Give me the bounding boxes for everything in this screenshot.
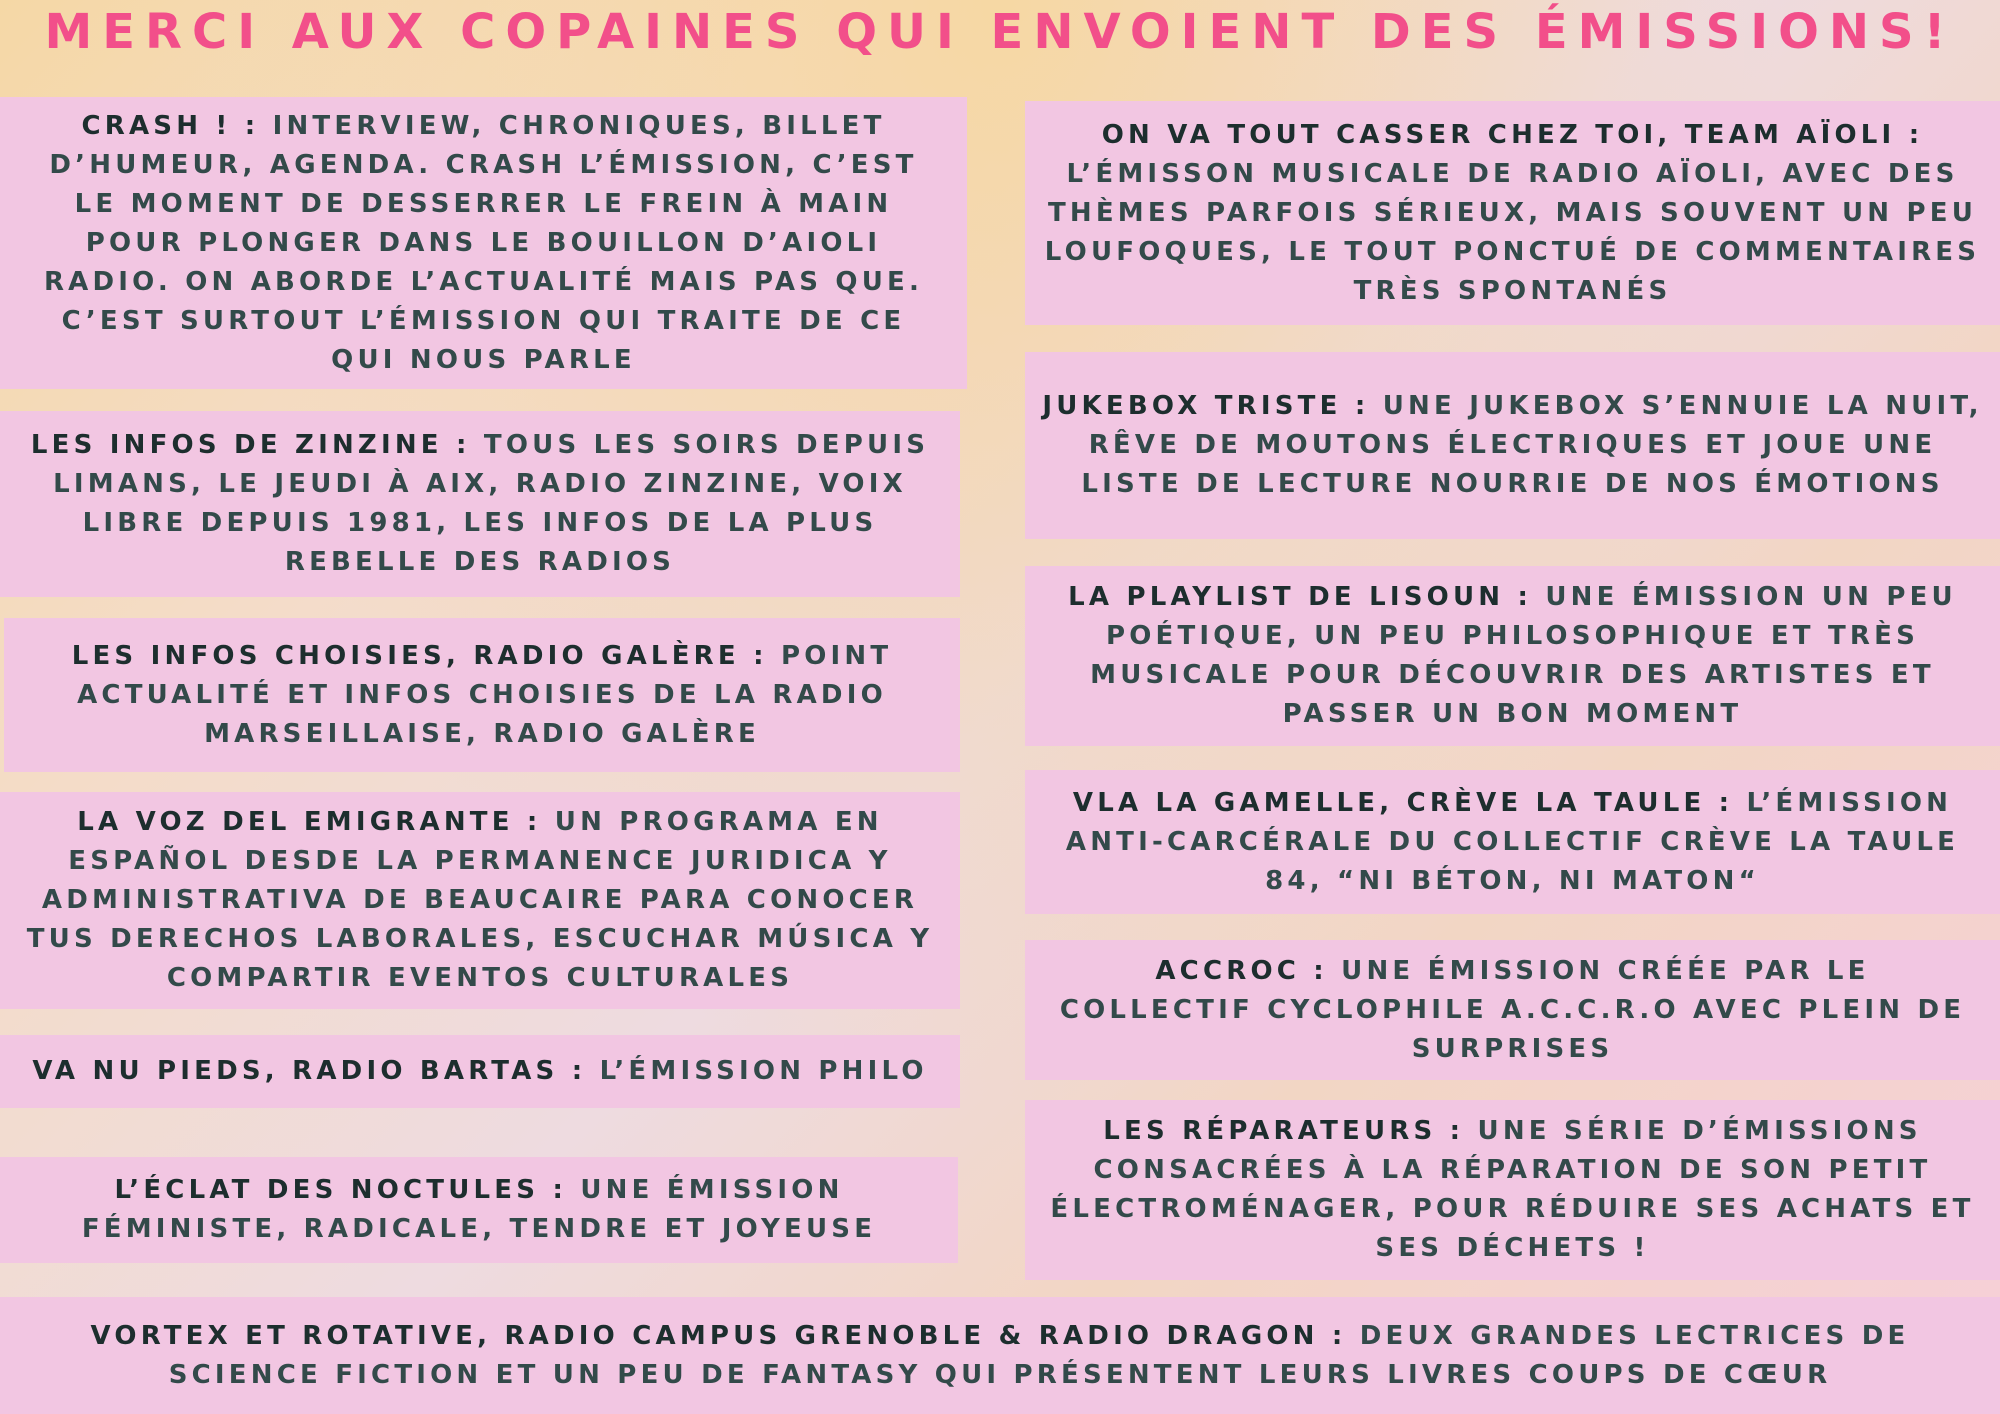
show-description: UNE ÉMISSION FÉMINISTE, RADICALE, TENDRE ET JOYEUSE	[81, 1175, 877, 1244]
show-card-crash	[0, 97, 967, 389]
show-text	[6, 803, 954, 998]
show-text	[1035, 784, 1990, 901]
show-description: UNE ÉMISSION UN PEU POÉTIQUE, UN PEU PHILOSOPHIQUE ET TRÈS MUSICALE POUR DÉCOUVRIR DES ARTISTES ET PASSER UN BON MOMENT	[1090, 582, 1957, 729]
separator: :	[442, 430, 484, 460]
page-title: MERCI AUX COPAINES QUI ENVOIENT DES ÉMISSIONS!	[44, 4, 1956, 60]
show-card-infos-zinzine	[0, 411, 960, 597]
show-name: LES INFOS CHOISIES, RADIO GALÈRE	[71, 640, 740, 671]
show-description: L’ÉMISSION ANTI-CARCÉRALE DU COLLECTIF CRÈVE LA TAULE 84, “NI BÉTON, NI MATON“	[1065, 787, 1960, 896]
separator: :	[539, 1175, 581, 1205]
separator: :	[1341, 391, 1383, 421]
show-name: JUKEBOX TRISTE	[1042, 391, 1342, 421]
show-card-vortex-et-rotative	[0, 1297, 2000, 1414]
show-name: LA VOZ DEL EMIGRANTE	[77, 807, 514, 837]
show-name: LA PLAYLIST DE LISOUN	[1068, 582, 1505, 612]
show-card-vla-la-gamelle	[1025, 770, 2000, 914]
show-description: UN PROGRAMA EN ESPAÑOL DESDE LA PERMANENCE JURIDICA Y ADMINISTRATIVA DE BEAUCAIRE PARA CONOCER TUS DERECHOS LABORALES, ESCUCHAR MÚSICA Y COMPARTIR EVENTOS CULTURALES	[26, 807, 934, 993]
show-name: VA NU PIEDS, RADIO BARTAS	[32, 1056, 559, 1086]
separator: :	[1300, 955, 1342, 986]
show-name: ACCROC	[1155, 955, 1301, 986]
show-description: INTERVIEW, CHRONIQUES, BILLET D’HUMEUR, AGENDA. CRASH L’ÉMISSION, C’EST LE MOMENT DE DESSERRER LE FREIN À MAIN POUR PLONGER DANS LE BOUILLON D’AIOLI RADIO. ON ABORDE L’ACTUALITÉ MAIS PAS QUE. C’EST SURTOUT L’ÉMISSION QUI TRAITE DE CE QUI NOUS PARLE	[43, 110, 924, 375]
show-card-jukebox-triste	[1025, 352, 2000, 539]
show-description: POINT ACTUALITÉ ET INFOS CHOISIES DE LA RADIO MARSEILLAISE, RADIO GALÈRE	[77, 640, 893, 749]
show-text	[1055, 952, 1970, 1069]
show-name: L’ÉCLAT DES NOCTULES	[114, 1175, 540, 1205]
show-description: TOUS LES SOIRS DEPUIS LIMANS, LE JEUDI À AIX, RADIO ZINZINE, VOIX LIBRE DEPUIS 1981, LES INFOS DE LA PLUS REBELLE DES RADIOS	[53, 430, 930, 577]
show-card-eclat-des-noctules	[0, 1157, 958, 1263]
show-text	[44, 637, 920, 754]
show-text	[1045, 578, 1980, 734]
show-text	[32, 1052, 927, 1091]
separator: :	[1318, 1320, 1360, 1351]
show-text	[1035, 1112, 1990, 1268]
show-name: ON VA TOUT CASSER CHEZ TOI, TEAM AÏOLI	[1101, 119, 1896, 150]
separator: :	[558, 1056, 600, 1086]
separator: :	[513, 807, 555, 837]
show-description: DEUX GRANDES LECTRICES DE SCIENCE FICTION ET UN PEU DE FANTASY QUI PRÉSENTENT LEURS LIVRES COUPS DE CŒUR	[168, 1320, 1910, 1390]
show-card-reparateurs	[1025, 1100, 2000, 1280]
show-text	[1035, 116, 1990, 311]
show-description: L’ÉMISSION PHILO	[599, 1056, 928, 1086]
show-name: VLA LA GAMELLE, CRÈVE LA TAULE	[1072, 787, 1706, 818]
show-name: VORTEX ET ROTATIVE, RADIO CAMPUS GRENOBLE & RADIO DRAGON	[90, 1320, 1319, 1351]
separator: :	[1436, 1116, 1478, 1146]
show-text	[6, 426, 954, 582]
show-card-infos-choisies	[4, 618, 960, 772]
separator: :	[1705, 787, 1747, 818]
separator: :	[1895, 119, 1924, 150]
show-name: LES RÉPARATEURS	[1103, 1116, 1437, 1146]
separator: :	[739, 640, 781, 671]
show-text	[60, 1171, 898, 1249]
show-description: UNE SÉRIE D’ÉMISSIONS CONSACRÉES À LA RÉPARATION DE SON PETIT ÉLECTROMÉNAGER, POUR RÉDUIRE SES ACHATS ET SES DÉCHETS !	[1050, 1116, 1975, 1263]
separator: :	[231, 110, 273, 141]
show-text	[1035, 387, 1990, 504]
show-description: L’ÉMISSON MUSICALE DE RADIO AÏOLI, AVEC DES THÈMES PARFOIS SÉRIEUX, MAIS SOUVENT UN PEU LOUFOQUES, LE TOUT PONCTUÉ DE COMMENTAIRES TRÈS SPONTANÉS	[1044, 158, 1981, 306]
show-card-va-nu-pieds	[0, 1035, 960, 1108]
show-card-playlist-lisoun	[1025, 566, 2000, 746]
show-card-team-aioli	[1025, 101, 2000, 325]
show-card-accroc	[1025, 940, 2000, 1080]
show-name: CRASH !	[81, 110, 232, 141]
show-text	[40, 1317, 1960, 1395]
show-text	[28, 107, 939, 380]
show-description: UNE ÉMISSION CRÉÉE PAR LE COLLECTIF CYCLOPHILE A.C.C.R.O AVEC PLEIN DE SURPRISES	[1059, 955, 1966, 1064]
separator: :	[1504, 582, 1546, 612]
show-description: UNE JUKEBOX S’ENNUIE LA NUIT, RÊVE DE MOUTONS ÉLECTRIQUES ET JOUE UNE LISTE DE LECTURE NOURRIE DE NOS ÉMOTIONS	[1081, 391, 1983, 499]
show-name: LES INFOS DE ZINZINE	[30, 430, 443, 460]
show-card-voz-del-emigrante	[0, 792, 960, 1009]
